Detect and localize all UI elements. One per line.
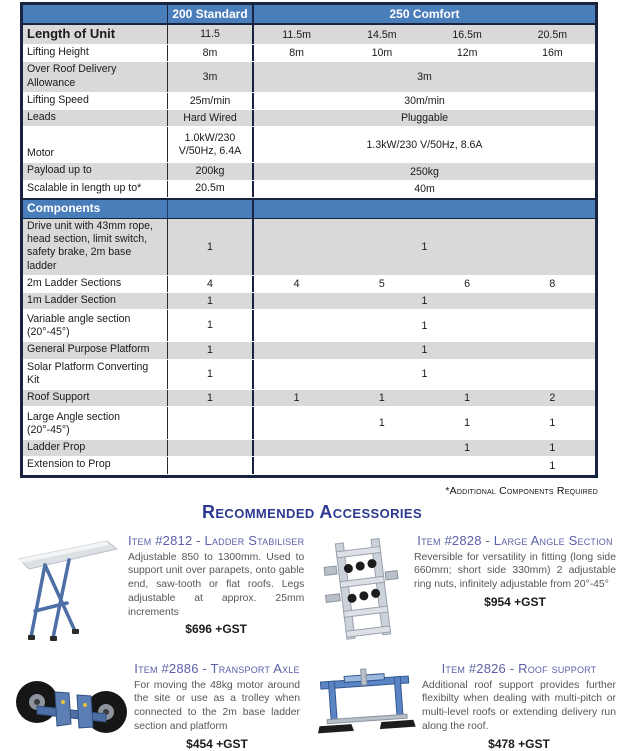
row-label: Roof Support	[23, 390, 168, 406]
accessory-card-2826	[314, 661, 620, 751]
accessory-description: For moving the 48kg motor around the site or use as a trolley when connected to the 2m base ladder section and platform	[134, 679, 300, 732]
std-value: 200kg	[168, 163, 254, 179]
std-value: 1	[168, 342, 254, 358]
accessory-card-2812	[12, 533, 304, 645]
comfort-value: 20.5m	[537, 28, 568, 41]
comfort-value: 8	[549, 277, 556, 290]
row-label: Lifting Height	[23, 45, 168, 61]
comfort-values	[254, 45, 595, 61]
comfort-value	[339, 440, 424, 456]
table-row	[23, 181, 595, 198]
std-value	[168, 407, 254, 439]
accessory-price: $454 +GST	[186, 736, 248, 751]
row-label: Over Roof Delivery Allowance	[23, 62, 168, 91]
std-value: 1	[168, 219, 254, 275]
comfort-value: 1	[378, 417, 385, 430]
footnote-additional-components: *Additional Components Required	[445, 484, 598, 497]
large-angle-section-photo	[314, 533, 410, 645]
comfort-values	[254, 25, 595, 44]
header-model-250: 250 Comfort	[389, 7, 460, 21]
comfort-values	[254, 440, 595, 456]
comfort-value: 1	[378, 392, 385, 405]
std-value: 8m	[168, 45, 254, 61]
accessory-description: Adjustable 850 to 1300mm. Used to support unit over parapets, onto gable end, saw-tooth or flat roofs. Legs adjustable at approx. 25mm increments	[128, 551, 305, 618]
std-value: 1.0kW/230 V/50Hz, 6.4A	[168, 127, 254, 162]
row-label: Extension to Prop	[23, 457, 168, 473]
accessory-title: Item #2826 - Roof support	[441, 660, 597, 676]
std-value	[168, 457, 254, 473]
table-row	[23, 360, 595, 390]
accessory-text	[410, 533, 620, 609]
table-row	[23, 342, 595, 359]
std-value: 11.5	[168, 25, 254, 44]
accessory-description: Reversible for versatility in fitting (long side 660mm; short side 330mm) 2 adjustable ring nuts, infinitely adjustable from 20°-45°	[414, 551, 616, 591]
ladder-stabiliser-photo	[12, 533, 124, 645]
comfort-value	[254, 440, 339, 456]
std-value: 3m	[168, 62, 254, 91]
row-label: Solar Platform Converting Kit	[23, 360, 168, 389]
table-row	[23, 310, 595, 342]
comfort-values	[254, 276, 595, 292]
accessory-card-2828	[314, 533, 620, 645]
accessory-text	[418, 661, 620, 751]
comfort-merged-value: 1	[421, 368, 428, 381]
std-value: 20.5m	[168, 181, 254, 197]
std-value: 1	[168, 310, 254, 341]
row-label: Payload up to	[23, 163, 168, 179]
comfort-merged-value: 1	[421, 344, 428, 357]
comfort-merged-value: 1	[421, 240, 428, 253]
table-row	[23, 219, 595, 276]
row-label: 2m Ladder Sections	[23, 276, 168, 292]
row-label: Variable angle section (20°-45°)	[23, 310, 168, 341]
comfort-value: 16m	[542, 47, 563, 60]
comfort-value	[254, 457, 339, 473]
table-row	[23, 45, 595, 62]
roof-support-photo	[314, 661, 418, 745]
comfort-merged-value: 30m/min	[404, 95, 445, 108]
header-empty-cell	[23, 5, 168, 23]
accessory-title: Item #2886 - Transport Axle	[134, 660, 300, 676]
comfort-value	[254, 407, 339, 439]
table-row	[23, 440, 595, 457]
table-row	[23, 293, 595, 310]
table-row	[23, 93, 595, 110]
comfort-merged-value: 3m	[417, 71, 432, 84]
row-label: Motor	[23, 127, 168, 162]
comfort-value: 2	[549, 392, 556, 405]
accessory-title: Item #2828 - Large Angle Section	[417, 532, 613, 548]
comfort-value: 1	[464, 392, 471, 405]
comfort-value: 11.5m	[282, 28, 311, 41]
std-value: 25m/min	[168, 93, 254, 109]
comfort-value: 8m	[289, 47, 304, 60]
accessories-heading: Recommended Accessories	[201, 501, 423, 522]
comfort-merged-value: 250kg	[410, 165, 439, 178]
row-label: Leads	[23, 110, 168, 126]
comfort-value: 10m	[371, 47, 393, 60]
table-row	[23, 127, 595, 163]
table-row	[23, 407, 595, 440]
comfort-value: 12m	[456, 47, 478, 60]
comfort-value: 1	[464, 417, 471, 430]
components-empty-std	[168, 200, 254, 218]
comfort-values	[254, 407, 595, 439]
row-label: Length of Unit	[23, 25, 168, 44]
row-label: Lifting Speed	[23, 93, 168, 109]
row-label: Scalable in length up to*	[23, 181, 168, 197]
accessory-card-2886	[12, 661, 304, 751]
transport-axle-photo	[12, 661, 130, 751]
accessory-description: Additional roof support provides further flexibilty when dealing with multi-pitch or multi-level roofs or extending delivery run along the roof.	[422, 679, 616, 732]
comfort-value	[425, 457, 510, 473]
comfort-value: 1	[549, 417, 556, 430]
components-section-header	[23, 198, 595, 219]
accessory-title: Item #2812 - Ladder Stabiliser	[128, 532, 305, 548]
accessory-text	[130, 661, 304, 751]
spec-sheet-page	[0, 2, 624, 751]
comfort-merged-value: 40m	[414, 182, 435, 195]
std-value: 1	[168, 293, 254, 309]
row-label: Large Angle section (20°-45°)	[23, 407, 168, 439]
components-title: Components	[23, 200, 168, 218]
std-value: 1	[168, 360, 254, 389]
comfort-value: 1	[549, 442, 556, 455]
std-value	[168, 440, 254, 456]
comfort-value: 1	[293, 392, 300, 405]
comfort-value: 4	[293, 277, 300, 290]
accessory-text	[124, 533, 308, 637]
table-header-row	[23, 5, 595, 25]
std-value: Hard Wired	[168, 110, 254, 126]
comfort-values	[254, 390, 595, 406]
accessory-price: $478 +GST	[488, 736, 550, 751]
comfort-merged-value: Pluggable	[400, 112, 449, 125]
std-value: 1	[168, 390, 254, 406]
accessory-price: $696 +GST	[185, 622, 247, 637]
table-row	[23, 62, 595, 92]
row-label: General Purpose Platform	[23, 342, 168, 358]
accessory-price: $954 +GST	[484, 594, 546, 609]
comfort-merged-value: 1.3kW/230 V/50Hz, 8.6A	[366, 138, 483, 151]
comfort-value: 16.5m	[452, 28, 482, 41]
spec-rows	[23, 25, 595, 198]
table-row	[23, 390, 595, 407]
std-value: 4	[168, 276, 254, 292]
row-label: Drive unit with 43mm rope, head section, limit switch, safety brake, 2m base ladder	[23, 219, 168, 275]
comfort-value: 1	[549, 459, 556, 472]
spec-table	[20, 2, 598, 478]
comfort-value: 6	[464, 277, 471, 290]
comfort-values	[254, 457, 595, 473]
row-label: Ladder Prop	[23, 440, 168, 456]
components-empty-comfort	[254, 200, 595, 218]
comfort-value: 1	[464, 442, 471, 455]
comfort-value	[339, 457, 424, 473]
table-row	[23, 163, 595, 180]
table-row	[23, 110, 595, 127]
comfort-value: 14.5m	[367, 28, 397, 41]
accessories-grid	[0, 523, 624, 751]
row-label: 1m Ladder Section	[23, 293, 168, 309]
comfort-merged-value: 1	[421, 319, 428, 332]
header-model-200: 200 Standard	[168, 5, 254, 23]
table-row	[23, 276, 595, 293]
comfort-merged-value: 1	[421, 295, 428, 308]
comfort-value: 5	[378, 277, 385, 290]
table-row	[23, 457, 595, 474]
table-row	[23, 25, 595, 45]
component-rows	[23, 219, 595, 475]
